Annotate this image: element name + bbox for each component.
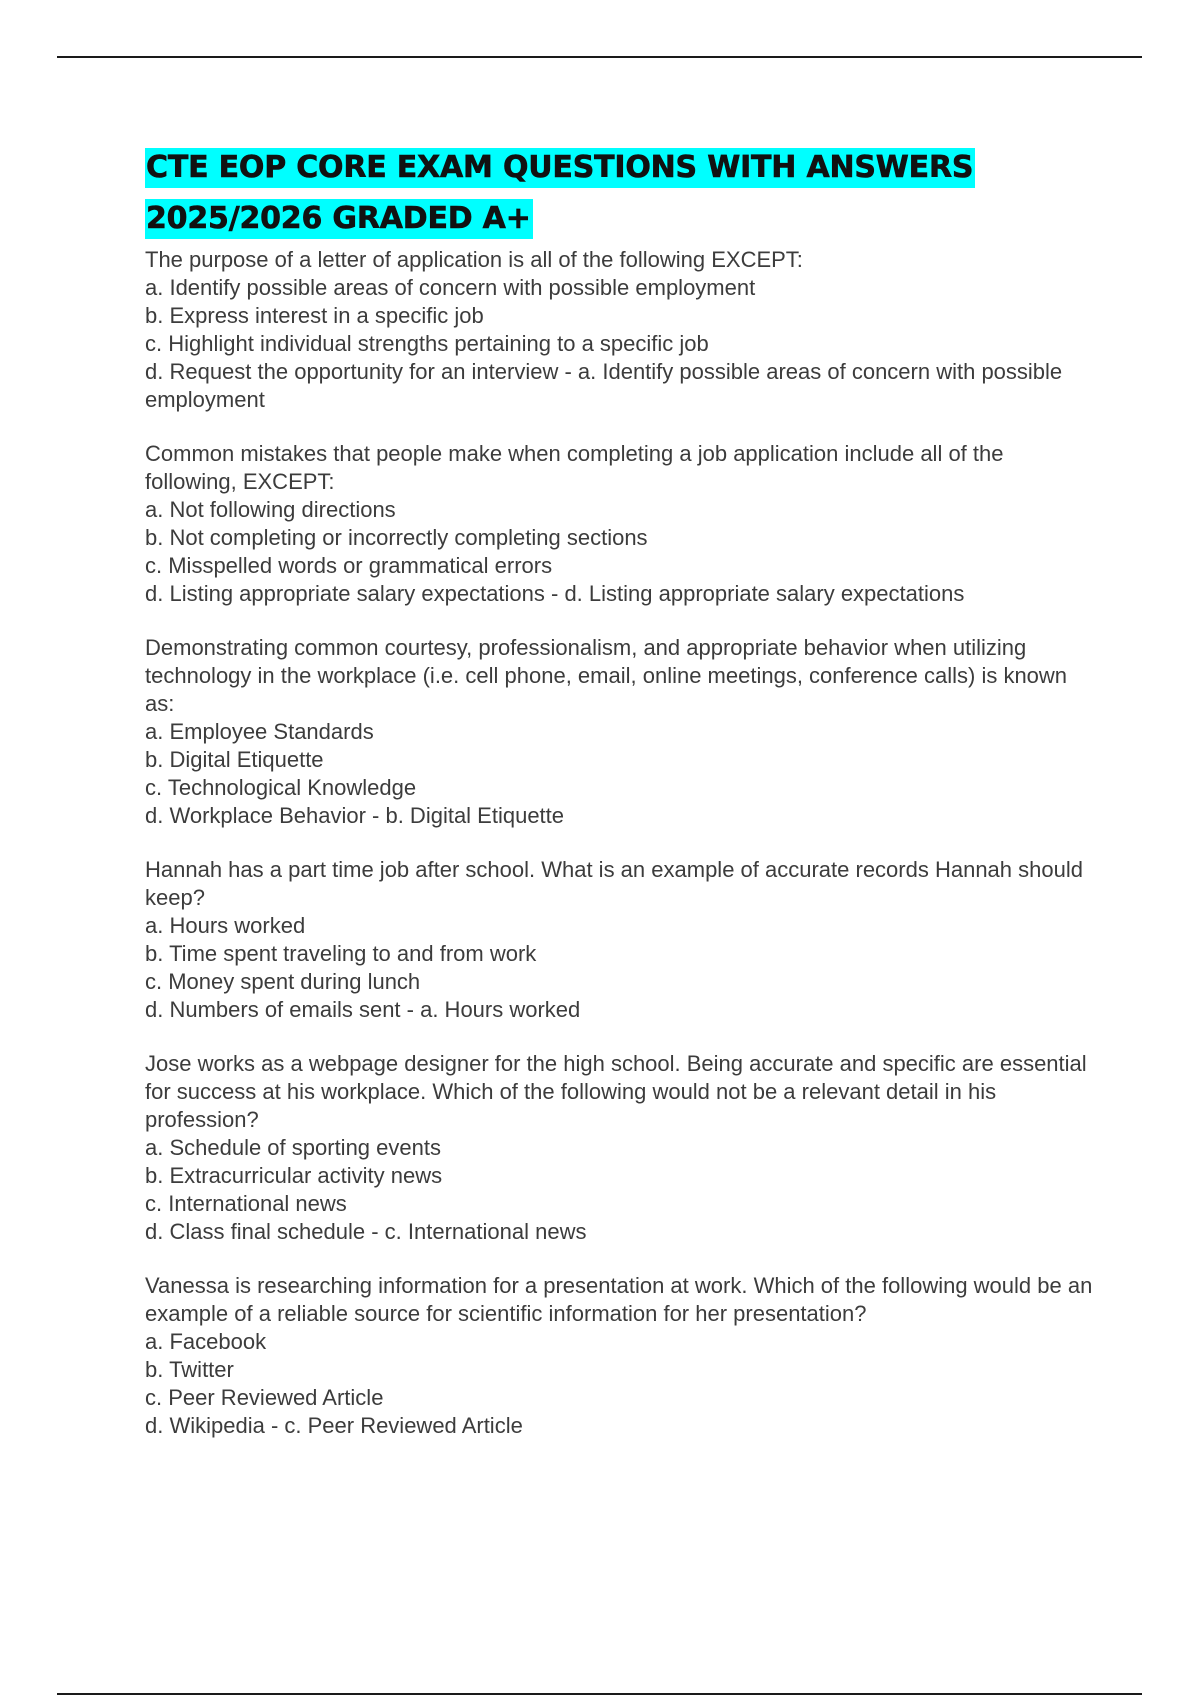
question-text: Hannah has a part time job after school. What is an example of accurate records Hannah should keep?	[145, 857, 1083, 910]
top-rule	[57, 56, 1142, 58]
answer-option: c. International news	[145, 1191, 347, 1216]
bottom-rule	[57, 1693, 1142, 1695]
answer-option: a. Facebook	[145, 1329, 267, 1354]
document-body	[145, 148, 1095, 1466]
answer-option: d. Request the opportunity for an interview - a. Identify possible areas of concern with possible employment	[145, 359, 1063, 412]
answer-option: d. Wikipedia - c. Peer Reviewed Article	[145, 1413, 523, 1438]
answer-option: b. Twitter	[145, 1357, 234, 1382]
answer-option: b. Express interest in a specific job	[145, 303, 484, 328]
answer-option: d. Class final schedule - c. International news	[145, 1219, 587, 1244]
answer-option: d. Listing appropriate salary expectations - d. Listing appropriate salary expectations	[145, 581, 965, 606]
answer-option: c. Money spent during lunch	[145, 969, 421, 994]
question-text: Demonstrating common courtesy, professionalism, and appropriate behavior when utilizing technology in the workplace (i.e. cell phone, email, online meetings, conference calls) is known as:	[145, 635, 1068, 716]
answer-option: a. Hours worked	[145, 913, 306, 938]
answer-option: d. Numbers of emails sent - a. Hours worked	[145, 997, 581, 1022]
question-block	[145, 856, 1095, 1024]
title-line-2: 2025/2026 GRADED A+	[145, 199, 533, 239]
answer-option: b. Not completing or incorrectly completing sections	[145, 525, 648, 550]
question-block	[145, 1272, 1095, 1440]
answer-option: c. Misspelled words or grammatical errors	[145, 553, 553, 578]
document-title	[145, 148, 1095, 246]
question-text: Common mistakes that people make when completing a job application include all of the following, EXCEPT:	[145, 441, 1004, 494]
answer-option: c. Peer Reviewed Article	[145, 1385, 384, 1410]
answer-option: c. Highlight individual strengths pertaining to a specific job	[145, 331, 709, 356]
answer-option: b. Extracurricular activity news	[145, 1163, 443, 1188]
answer-option: c. Technological Knowledge	[145, 775, 417, 800]
answer-option: b. Time spent traveling to and from work	[145, 941, 537, 966]
question-block	[145, 246, 1095, 414]
question-block	[145, 634, 1095, 830]
question-block	[145, 440, 1095, 608]
answer-option: a. Employee Standards	[145, 719, 374, 744]
answer-option: d. Workplace Behavior - b. Digital Etiquette	[145, 803, 565, 828]
question-block	[145, 1050, 1095, 1246]
title-line-1: CTE EOP CORE EXAM QUESTIONS WITH ANSWERS	[145, 148, 975, 188]
answer-option: a. Identify possible areas of concern with possible employment	[145, 275, 756, 300]
question-text: Vanessa is researching information for a presentation at work. Which of the following would be an example of a reliable source for scientific information for her presentation?	[145, 1273, 1093, 1326]
answer-option: a. Not following directions	[145, 497, 396, 522]
answer-option: a. Schedule of sporting events	[145, 1135, 441, 1160]
question-text: Jose works as a webpage designer for the high school. Being accurate and specific are essential for success at his workplace. Which of the following would not be a relevant detail in his profession?	[145, 1051, 1087, 1132]
answer-option: b. Digital Etiquette	[145, 747, 324, 772]
question-text: The purpose of a letter of application is all of the following EXCEPT:	[145, 247, 803, 272]
